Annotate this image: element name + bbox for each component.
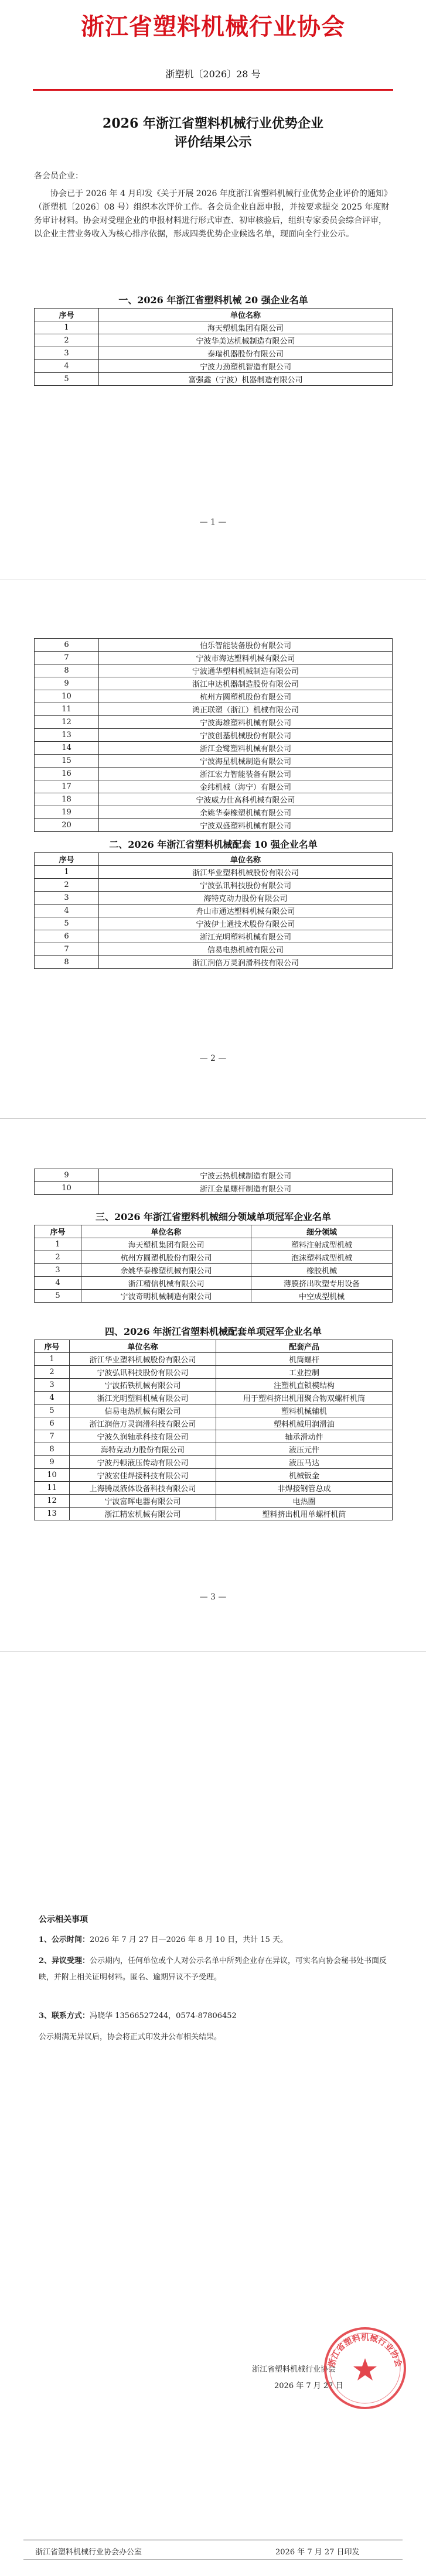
svg-text:浙江省塑料机械行业协会: 浙江省塑料机械行业协会 — [327, 2333, 403, 2368]
table-row — [35, 1182, 393, 1195]
table-row — [35, 1469, 393, 1482]
row-company-name: 海特克动力股份有限公司 — [99, 892, 393, 905]
row-company-name: 宁波丹顿液压传动有限公司 — [70, 1456, 216, 1469]
header-seq: 序号 — [35, 1340, 70, 1353]
row-seq: 11 — [35, 703, 99, 716]
row-company-name: 海天塑机集团有限公司 — [99, 321, 393, 334]
row-field: 薄膜挤出吹塑专用设备 — [251, 1277, 393, 1290]
row-company-name: 舟山市通达塑料机械有限公司 — [99, 905, 393, 917]
table-header-row — [35, 853, 393, 866]
org-letterhead: 浙江省塑料机械行业协会 — [81, 13, 345, 40]
row-seq: 4 — [35, 905, 99, 917]
row-seq: 5 — [35, 917, 99, 930]
row-company-name: 浙江润倍万灵润滑科技有限公司 — [70, 1417, 216, 1430]
table-row — [35, 866, 393, 879]
row-company-name: 宁波奇明机械制造有限公司 — [81, 1290, 251, 1303]
page-divider — [0, 1118, 426, 1119]
table-row — [35, 1353, 393, 1366]
page-number: — 1 — — [199, 518, 227, 527]
row-company-name: 杭州方圆塑机股份有限公司 — [81, 1251, 251, 1264]
niche-champions-table — [34, 1225, 393, 1303]
table-row — [35, 677, 393, 690]
table-row — [35, 943, 393, 956]
header-seq: 序号 — [35, 309, 99, 321]
table-row — [35, 703, 393, 716]
row-company-name: 宁波富晖电器有限公司 — [70, 1495, 216, 1508]
row-company-name: 浙江光明塑料机械有限公司 — [99, 930, 393, 943]
row-product: 塑料机械用润滑油 — [216, 1417, 393, 1430]
row-company-name: 富强鑫（宁波）机器制造有限公司 — [99, 373, 393, 386]
header-product: 配套产品 — [216, 1340, 393, 1353]
row-company-name: 宁波弘讯科技股份有限公司 — [70, 1366, 216, 1379]
row-seq: 5 — [35, 373, 99, 386]
row-seq: 6 — [35, 930, 99, 943]
table-row — [35, 321, 393, 334]
row-company-name: 杭州方圆塑机股份有限公司 — [99, 690, 393, 703]
notes-title: 公示相关事项 — [39, 1915, 88, 1924]
row-company-name: 宁波拓铁机械有限公司 — [70, 1379, 216, 1392]
section-title-top10: 二、2026 年浙江省塑料机械配套 10 强企业名单 — [109, 839, 318, 850]
table-row — [35, 1495, 393, 1508]
table-row — [35, 1456, 393, 1469]
row-seq: 13 — [35, 729, 99, 742]
table-row — [35, 1443, 393, 1456]
row-company-name: 信易电热机械有限公司 — [70, 1405, 216, 1417]
row-company-name: 宁波双盛塑料机械有限公司 — [99, 819, 393, 832]
row-seq: 3 — [35, 1264, 81, 1277]
row-company-name: 海天塑机集团有限公司 — [81, 1238, 251, 1251]
top10-table-part2 — [34, 1169, 393, 1195]
row-field: 橡胶机械 — [251, 1264, 393, 1277]
table-row — [35, 879, 393, 892]
row-seq: 7 — [35, 943, 99, 956]
row-seq: 16 — [35, 768, 99, 780]
row-company-name: 浙江金鹭塑料机械有限公司 — [99, 742, 393, 755]
row-seq: 1 — [35, 321, 99, 334]
header-unit: 单位名称 — [99, 309, 393, 321]
table-row — [35, 1264, 393, 1277]
row-product: 用于塑料挤出机用聚合物双螺杆机筒 — [216, 1392, 393, 1405]
top20-table-part1 — [34, 308, 393, 386]
section-title-niche-champions: 三、2026 年浙江省塑料机械细分领域单项冠军企业名单 — [95, 1211, 332, 1222]
row-company-name: 鸿正联塑（浙江）机械有限公司 — [99, 703, 393, 716]
row-product: 液压元件 — [216, 1443, 393, 1456]
row-company-name: 宁波通华塑料机械制造有限公司 — [99, 664, 393, 677]
row-seq: 2 — [35, 1251, 81, 1264]
row-seq: 4 — [35, 360, 99, 373]
footer-date: 2026 年 7 月 27 日印发 — [275, 2548, 360, 2557]
note-label: 3、联系方式： — [39, 2012, 90, 2020]
table-row — [35, 1405, 393, 1417]
note-text: 冯晓华 13566527244，0574-87806452 — [90, 2012, 237, 2020]
table-row — [35, 1366, 393, 1379]
row-seq: 12 — [35, 1495, 70, 1508]
note-text: 公示期内，任何单位或个人对公示名单中所列企业存在异议，可实名向协会秘书处书面反映，并附上相关证明材料。匿名、逾期异议不予受理。 — [39, 1957, 387, 1982]
row-seq: 7 — [35, 1430, 70, 1443]
table-row — [35, 780, 393, 793]
table-row — [35, 917, 393, 930]
table-row — [35, 956, 393, 969]
table-row — [35, 768, 393, 780]
row-company-name: 浙江润倍万灵润滑科技有限公司 — [99, 956, 393, 969]
table-row — [35, 1508, 393, 1520]
signoff-org: 浙江省塑料机械行业协会 — [252, 2365, 336, 2374]
table-row — [35, 664, 393, 677]
table-row — [35, 1417, 393, 1430]
table-row — [35, 373, 393, 386]
note-item-4: 公示期满无异议后，协会将正式印发并公布相关结果。 — [39, 2033, 222, 2041]
row-company-name: 浙江华业塑料机械股份有限公司 — [70, 1353, 216, 1366]
row-company-name: 金纬机械（海宁）有限公司 — [99, 780, 393, 793]
row-seq: 7 — [35, 652, 99, 664]
note-item-1 — [39, 1932, 393, 1948]
row-product: 轴承滑动件 — [216, 1430, 393, 1443]
row-company-name: 宁波云热机械制造有限公司 — [99, 1169, 393, 1182]
table-row — [35, 347, 393, 360]
row-company-name: 宁波创基机械股份有限公司 — [99, 729, 393, 742]
note-label: 2、异议受理： — [39, 1957, 90, 1965]
document-number: 浙塑机〔2026〕28 号 — [165, 68, 261, 80]
row-field: 泡沫塑料成型机械 — [251, 1251, 393, 1264]
row-seq: 1 — [35, 1353, 70, 1366]
row-seq: 9 — [35, 677, 99, 690]
table-row — [35, 819, 393, 832]
table-row — [35, 1379, 393, 1392]
row-seq: 4 — [35, 1277, 81, 1290]
row-company-name: 浙江华业塑料机械股份有限公司 — [99, 866, 393, 879]
row-seq: 5 — [35, 1290, 81, 1303]
intro-paragraph: 协会已于 2026 年 4 月印发《关于开展 2026 年度浙江省塑料机械行业优势企业评价的通知》（浙塑机〔2026〕08 号）组织本次评价工作。各会员企业自愿申报，并按要求提交 2025 年度财务审计材料。协会对受理企业的申报材料进行形式审查、初审核验后，组织专家委员会综合评审，以企业主营业务收入为核心排序依据，形成四类优势企业候选名单，现面向全行业公示。 — [34, 189, 392, 239]
row-company-name: 宁波海雄塑料机械有限公司 — [99, 716, 393, 729]
header-unit: 单位名称 — [70, 1340, 216, 1353]
support-champions-table — [34, 1340, 393, 1520]
table-row — [35, 1238, 393, 1251]
row-seq: 14 — [35, 742, 99, 755]
note-item-3 — [39, 2008, 393, 2025]
table-row — [35, 1392, 393, 1405]
row-seq: 3 — [35, 892, 99, 905]
row-seq: 5 — [35, 1405, 70, 1417]
row-company-name: 浙江精宏机械有限公司 — [70, 1508, 216, 1520]
row-seq: 15 — [35, 755, 99, 768]
note-text: 2026 年 7 月 27 日—2026 年 8 月 10 日，共计 15 天。 — [90, 1936, 288, 1944]
row-seq: 10 — [35, 690, 99, 703]
page-divider — [0, 1651, 426, 1652]
table-row — [35, 1277, 393, 1290]
row-product: 机械钣金 — [216, 1469, 393, 1482]
row-seq: 20 — [35, 819, 99, 832]
document-title-line1: 2026 年浙江省塑料机械行业优势企业 — [103, 116, 323, 131]
row-seq: 4 — [35, 1392, 70, 1405]
table-row — [35, 806, 393, 819]
note-label: 1、公示时间： — [39, 1936, 90, 1944]
official-seal-icon — [321, 2324, 409, 2412]
row-product: 塑料挤出机用单螺杆机筒 — [216, 1508, 393, 1520]
table-row — [35, 793, 393, 806]
row-seq: 19 — [35, 806, 99, 819]
row-company-name: 信易电热机械有限公司 — [99, 943, 393, 956]
row-seq: 10 — [35, 1469, 70, 1482]
row-product: 注塑机直锁模结构 — [216, 1379, 393, 1392]
table-row — [35, 1251, 393, 1264]
row-seq: 3 — [35, 347, 99, 360]
row-seq: 11 — [35, 1482, 70, 1495]
table-row — [35, 905, 393, 917]
table-row — [35, 1169, 393, 1182]
table-row — [35, 930, 393, 943]
table-row — [35, 1290, 393, 1303]
row-product: 工业控制 — [216, 1366, 393, 1379]
page-number: — 2 — — [199, 1054, 227, 1063]
row-company-name: 伯乐智能装备股份有限公司 — [99, 639, 393, 652]
table-row — [35, 360, 393, 373]
row-seq: 3 — [35, 1379, 70, 1392]
row-seq: 8 — [35, 664, 99, 677]
row-seq: 17 — [35, 780, 99, 793]
footer-issuer: 浙江省塑料机械行业协会办公室 — [35, 2548, 142, 2557]
table-row — [35, 742, 393, 755]
letterhead-divider — [33, 89, 393, 91]
page-number: — 3 — — [199, 1592, 227, 1602]
row-product: 塑料机械辅机 — [216, 1405, 393, 1417]
row-seq: 1 — [35, 1238, 81, 1251]
row-company-name: 宁波宏佳焊接科技有限公司 — [70, 1469, 216, 1482]
salutation: 各会员企业： — [34, 172, 83, 181]
row-seq: 8 — [35, 956, 99, 969]
row-company-name: 上海腾晟液体设备科技有限公司 — [70, 1482, 216, 1495]
header-unit: 单位名称 — [99, 853, 393, 866]
row-product: 非焊接钢管总成 — [216, 1482, 393, 1495]
row-company-name: 宁波久润轴承科技有限公司 — [70, 1430, 216, 1443]
row-seq: 12 — [35, 716, 99, 729]
document-title-line2: 评价结果公示 — [174, 135, 252, 150]
table-row — [35, 716, 393, 729]
row-company-name: 浙江光明塑料机械有限公司 — [70, 1392, 216, 1405]
section-title-support-champions: 四、2026 年浙江省塑料机械配套单项冠军企业名单 — [104, 1326, 322, 1337]
row-seq: 1 — [35, 866, 99, 879]
row-seq: 9 — [35, 1456, 70, 1469]
table-row — [35, 652, 393, 664]
header-unit: 单位名称 — [81, 1225, 251, 1238]
top10-table-part1 — [34, 852, 393, 969]
row-seq: 9 — [35, 1169, 99, 1182]
table-row — [35, 892, 393, 905]
table-row — [35, 639, 393, 652]
row-company-name: 宁波力劲塑机智造有限公司 — [99, 360, 393, 373]
row-seq: 6 — [35, 1417, 70, 1430]
section-title-top20: 一、2026 年浙江省塑料机械 20 强企业名单 — [118, 294, 308, 306]
top20-table-part2 — [34, 638, 393, 832]
table-row — [35, 755, 393, 768]
row-company-name: 余姚华泰橡塑机械有限公司 — [81, 1264, 251, 1277]
row-product: 电热圈 — [216, 1495, 393, 1508]
table-header-row — [35, 1225, 393, 1238]
row-seq: 2 — [35, 1366, 70, 1379]
row-company-name: 宁波华美达机械制造有限公司 — [99, 334, 393, 347]
row-company-name: 浙江金星螺杆制造有限公司 — [99, 1182, 393, 1195]
table-row — [35, 334, 393, 347]
row-product: 液压马达 — [216, 1456, 393, 1469]
signoff-date: 2026 年 7 月 27 日 — [274, 2382, 343, 2390]
row-seq: 18 — [35, 793, 99, 806]
row-seq: 2 — [35, 879, 99, 892]
row-company-name: 宁波弘讯科技股份有限公司 — [99, 879, 393, 892]
row-company-name: 浙江精信机械有限公司 — [81, 1277, 251, 1290]
row-company-name: 浙江宏力智能装备有限公司 — [99, 768, 393, 780]
row-seq: 6 — [35, 639, 99, 652]
row-seq: 2 — [35, 334, 99, 347]
row-product: 机筒螺杆 — [216, 1353, 393, 1366]
row-company-name: 浙江申达机器制造股份有限公司 — [99, 677, 393, 690]
header-seq: 序号 — [35, 1225, 81, 1238]
row-company-name: 宁波威力仕高科机械有限公司 — [99, 793, 393, 806]
table-row — [35, 690, 393, 703]
row-field: 塑料注射成型机械 — [251, 1238, 393, 1251]
table-row — [35, 729, 393, 742]
row-company-name: 宁波伊士通技术股份有限公司 — [99, 917, 393, 930]
table-row — [35, 1482, 393, 1495]
row-seq: 8 — [35, 1443, 70, 1456]
header-seq: 序号 — [35, 853, 99, 866]
table-header-row — [35, 1340, 393, 1353]
row-company-name: 泰瑞机器股份有限公司 — [99, 347, 393, 360]
table-header-row — [35, 309, 393, 321]
row-seq: 13 — [35, 1508, 70, 1520]
note-item-2 — [39, 1953, 393, 1986]
row-company-name: 海特克动力股份有限公司 — [70, 1443, 216, 1456]
row-company-name: 宁波市海达塑料机械有限公司 — [99, 652, 393, 664]
table-row — [35, 1430, 393, 1443]
row-seq: 10 — [35, 1182, 99, 1195]
row-company-name: 余姚华泰橡塑机械有限公司 — [99, 806, 393, 819]
header-field: 细分领域 — [251, 1225, 393, 1238]
row-field: 中空成型机械 — [251, 1290, 393, 1303]
row-company-name: 宁波海星机械制造有限公司 — [99, 755, 393, 768]
